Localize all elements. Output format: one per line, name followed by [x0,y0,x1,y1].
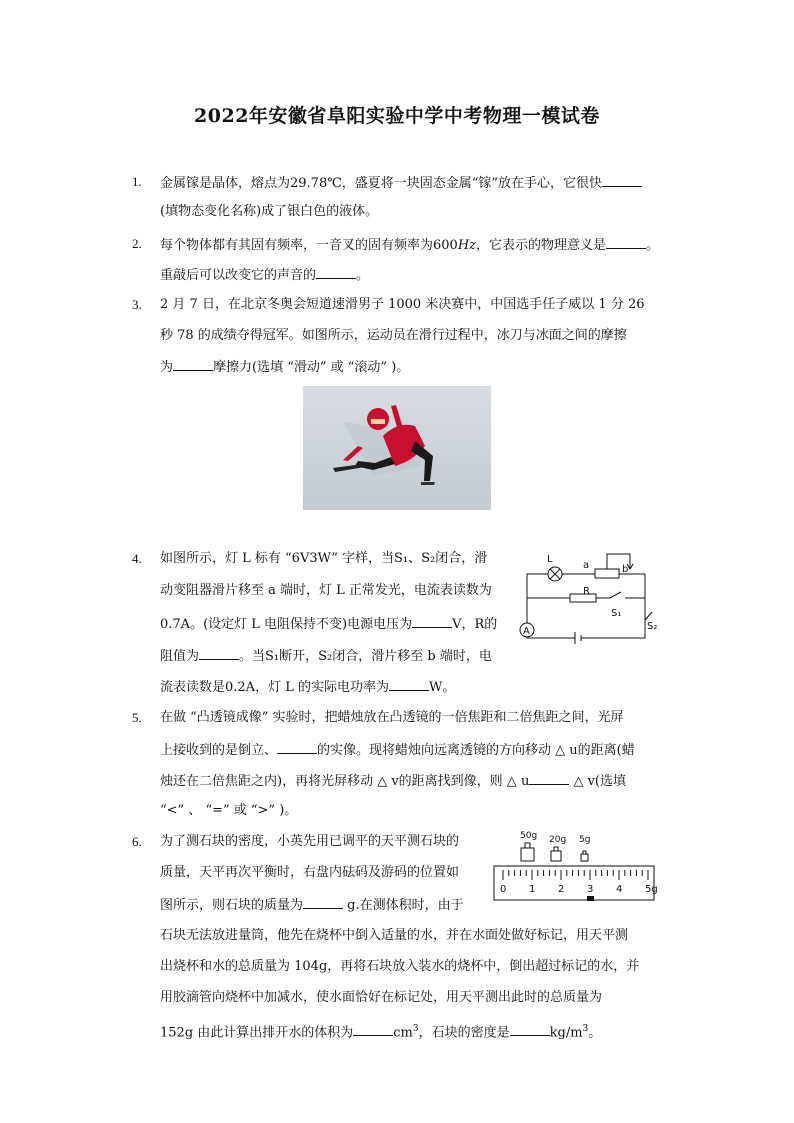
weight-5g-icon [581,851,588,861]
weight-50g-icon [521,843,534,861]
circuit-diagram [515,548,665,653]
rheostat-icon [595,569,619,578]
question-line: 图所示，则石块的质量为 g.在测体积时，由于 [160,898,464,913]
scale-tick-label: 2 [558,884,565,895]
beam-scale [494,866,654,900]
question-line: 烛还在二倍焦距之内)，再将光屏移动 △ v的距离找到像，则 △ u △ v(选填 [160,774,627,789]
question-line: 每个物体都有其固有频率，一音叉的固有频率为600Hz，它表示的物理意义是 。 [160,238,660,253]
question-line: 石块无法放进量筒，他先在烧杯中倒入适量的水，并在水面处做好标记，用天平测 [160,928,629,943]
scale-ticks [503,870,648,880]
scale-tick-label: 3 [587,884,594,895]
answer-blank[interactable] [389,678,429,691]
question-line: 流表读数是0.2A，灯 L 的实际电功率为 W。 [160,680,456,695]
answer-blank[interactable] [353,1023,393,1036]
weight-label: 50g [520,831,538,841]
weight-label: 20g [549,835,567,845]
rider-icon [587,896,594,901]
question-number: 2. [132,236,142,251]
scale-tick-label: 5g [645,884,658,895]
balance-figure [490,826,658,904]
speed-skater-photo [303,386,491,510]
scale-tick-label: 0 [500,884,507,895]
question-line: 秒 78 的成绩夺得冠军。如图所示，运动员在滑行过程中，冰刀与冰面之间的摩擦 [160,328,627,343]
question-line: “<” 、 “=” 或 “>” )。 [160,803,298,818]
question-line: 重敲后可以改变它的声音的 。 [160,268,370,283]
weight-20g-icon [551,847,561,861]
answer-blank[interactable] [199,647,239,660]
answer-blank[interactable] [602,174,642,187]
question-line: 出烧杯和水的总质量为 104g，再将石块放入装水的烧杯中，倒出超过标记的水，并 [160,959,640,974]
answer-blank[interactable] [277,741,317,754]
answer-blank[interactable] [510,1023,550,1036]
question-line: 在做 “凸透镜成像” 实验时，把蜡烛放在凸透镜的一倍焦距和二倍焦距之间，光屏 [160,710,624,725]
weight-label: 5g [579,835,591,845]
question-line: 金属镓是晶体，熔点为29.78℃，盛夏将一块固态金属“镓”放在手心，它很快 [160,174,642,192]
answer-blank[interactable] [412,615,452,628]
question-line: 152g 由此计算出排开水的体积为 $cm^3$，石块的密度是 $kg/m^3$。 [160,1024,602,1041]
switch-s2-label: S₂ [647,621,658,632]
scale-tick-label: 4 [616,884,623,895]
question-line: 用胶滴管向烧杯中加减水，使水面恰好在标记处，用天平测出此时的总质量为 [160,990,603,1005]
question-number: 5. [132,710,142,725]
page-title: 2022年安徽省阜阳实验中学中考物理一模试卷 [194,105,600,127]
question-line: 为了测石块的密度，小英先用已调平的天平测石块的 [160,834,460,849]
question-number: 6. [132,834,142,849]
question-number: 4. [132,551,142,566]
switch-s1-label: S₁ [611,608,622,619]
question-line: 动变阻器滑片移至 a 端时，灯 L 正常发光，电流表读数为 [160,583,492,598]
answer-blank[interactable] [316,266,356,279]
answer-blank[interactable] [606,236,646,249]
question-line: 为 摩擦力(选填 “滑动” 或 “滚动” )。 [160,360,410,375]
question-line: (填物态变化名称)成了银白色的液体。 [160,204,379,219]
lamp-label: L [547,554,553,565]
question-line: 阻值为 。当S₁断开，S₂闭合，滑片移至 b 端时，电 [160,649,492,664]
resistor-label: R [583,586,590,597]
question-line: 上接收到的是倒立、 的实像。现将蜡烛向远离透镜的方向移动 △ u的距离(蜡 [160,743,635,758]
scale-tick-label: 1 [529,884,536,895]
scale-labels [500,884,658,895]
question-line: 如图所示，灯 L 标有 “6V3W” 字样，当S₁、S₂闭合，滑 [160,551,488,566]
answer-blank[interactable] [303,896,343,909]
question-number: 1. [132,174,142,189]
question-line: 2 月 7 日，在北京冬奥会短道速滑男子 1000 米决赛中，中国选手任子威以 1 分 26 [160,297,645,312]
question-line: 0.7A。(设定灯 L 电阻保持不变)电源电压为 V，R的 [160,617,498,632]
answer-blank[interactable] [529,772,569,785]
rheostat-b-label: b [622,564,629,575]
question-line: 质量，天平再次平衡时，右盘内砝码及游码的位置如 [160,865,460,880]
answer-blank[interactable] [173,358,213,371]
ammeter-label: A [523,626,530,637]
question-number: 3. [132,297,142,312]
rheostat-a-label: a [583,560,590,571]
